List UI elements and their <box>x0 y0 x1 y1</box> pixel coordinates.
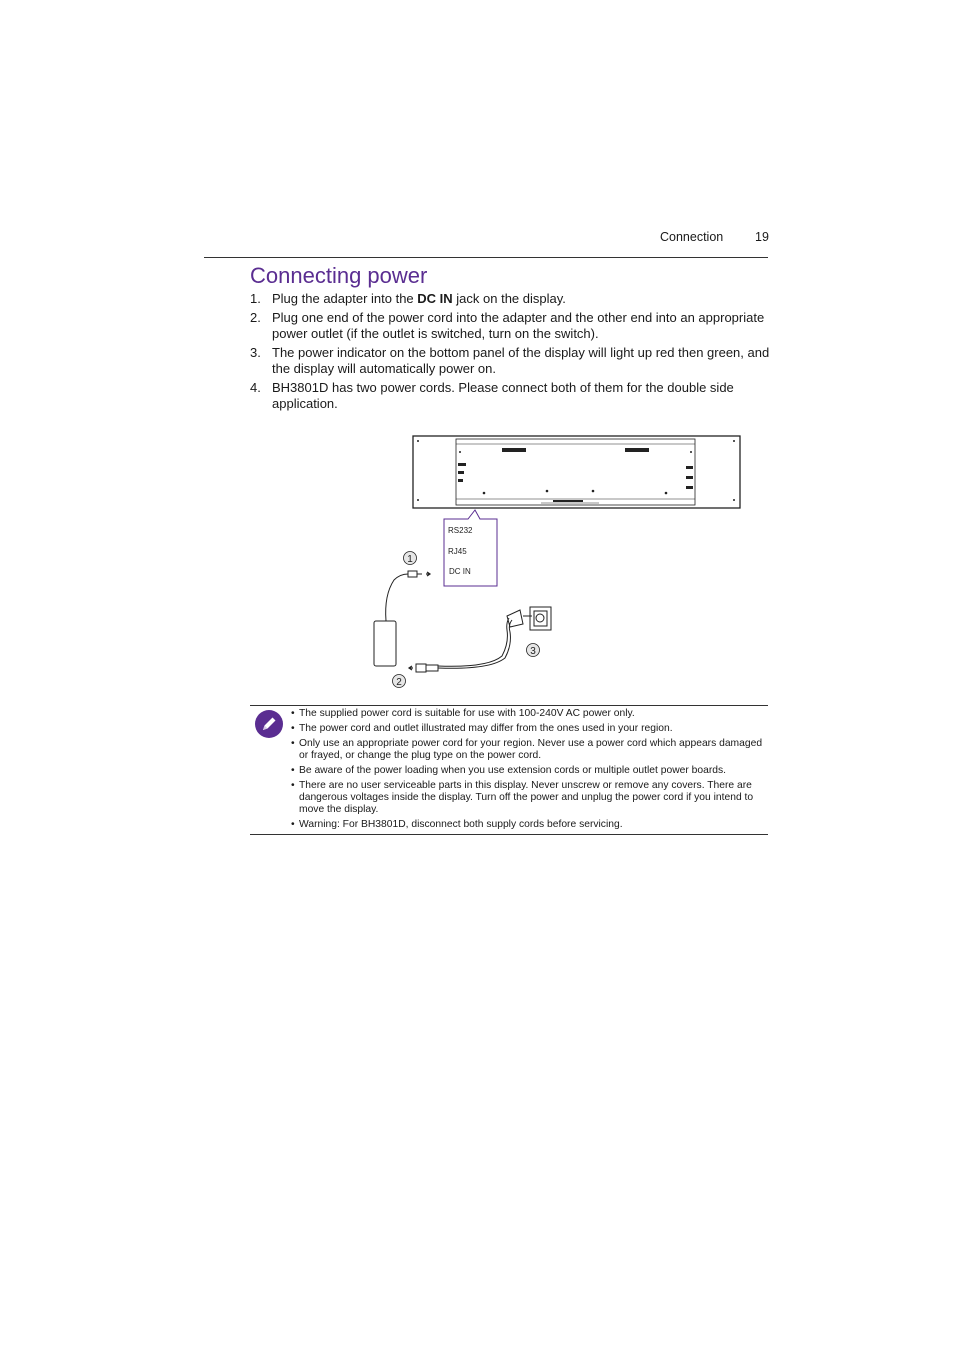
step-item <box>250 345 770 377</box>
power-connection-diagram <box>360 430 760 695</box>
power-adapter <box>374 571 430 666</box>
step-text-bold: DC IN <box>417 291 453 306</box>
step-number: 3. <box>250 345 261 360</box>
step-item <box>250 380 770 412</box>
port-label-rj45: RJ45 <box>448 547 467 556</box>
note-item: • The supplied power cord is suitable for use with 100-240V AC power only. <box>291 708 769 720</box>
wall-outlet <box>507 607 551 630</box>
note-item: • There are no user serviceable parts in this display. Never unscrew or remove any covers. There are dangerous voltages inside the display. Turn off the power and unplug the power cord if you intend to move the display. <box>291 780 769 816</box>
step-text: The power indicator on the bottom panel of the display will light up red then green, and the display will automatically power on. <box>272 345 770 376</box>
step-number: 2. <box>250 310 261 325</box>
page-title: Connecting power <box>250 263 428 288</box>
step-item <box>250 310 770 342</box>
note-item: • The power cord and outlet illustrated may differ from the ones used in your region. <box>291 723 769 735</box>
callout-3: 3 <box>530 646 536 657</box>
note-item: • Be aware of the power loading when you use extension cords or multiple outlet power boards. <box>291 765 769 777</box>
callout-2: 2 <box>396 677 402 688</box>
panel-screws <box>417 440 735 501</box>
note-item: • Only use an appropriate power cord for your region. Never use a power cord which appears damaged or frayed, or change the plug type on the power cord. <box>291 738 769 762</box>
port-label-dc-in: DC IN <box>449 567 471 576</box>
step-number: 1. <box>250 291 261 306</box>
callout-1: 1 <box>407 554 413 565</box>
steps-list <box>250 291 770 415</box>
note-bottom-rule <box>250 834 768 835</box>
port-label-rs232: RS232 <box>448 526 473 535</box>
power-cord <box>409 618 512 672</box>
step-text: BH3801D has two power cords. Please connect both of them for the double side application. <box>272 380 734 411</box>
step-text: Plug one end of the power cord into the adapter and the other end into an appropriate power outlet (if the outlet is switched, turn on the switch). <box>272 310 765 341</box>
step-item <box>250 291 770 307</box>
note-item: • Warning: For BH3801D, disconnect both supply cords before servicing. <box>291 819 769 831</box>
step-number: 4. <box>250 380 261 395</box>
running-header-section: Connection <box>660 230 724 244</box>
page-number: 19 <box>755 230 769 244</box>
pencil-icon <box>254 709 284 739</box>
notes-list <box>291 705 769 831</box>
step-text-after: jack on the display. <box>452 291 566 306</box>
header-rule <box>204 257 768 258</box>
step-text-before: Plug the adapter into the <box>272 291 418 306</box>
port-labels-mini <box>458 448 693 502</box>
